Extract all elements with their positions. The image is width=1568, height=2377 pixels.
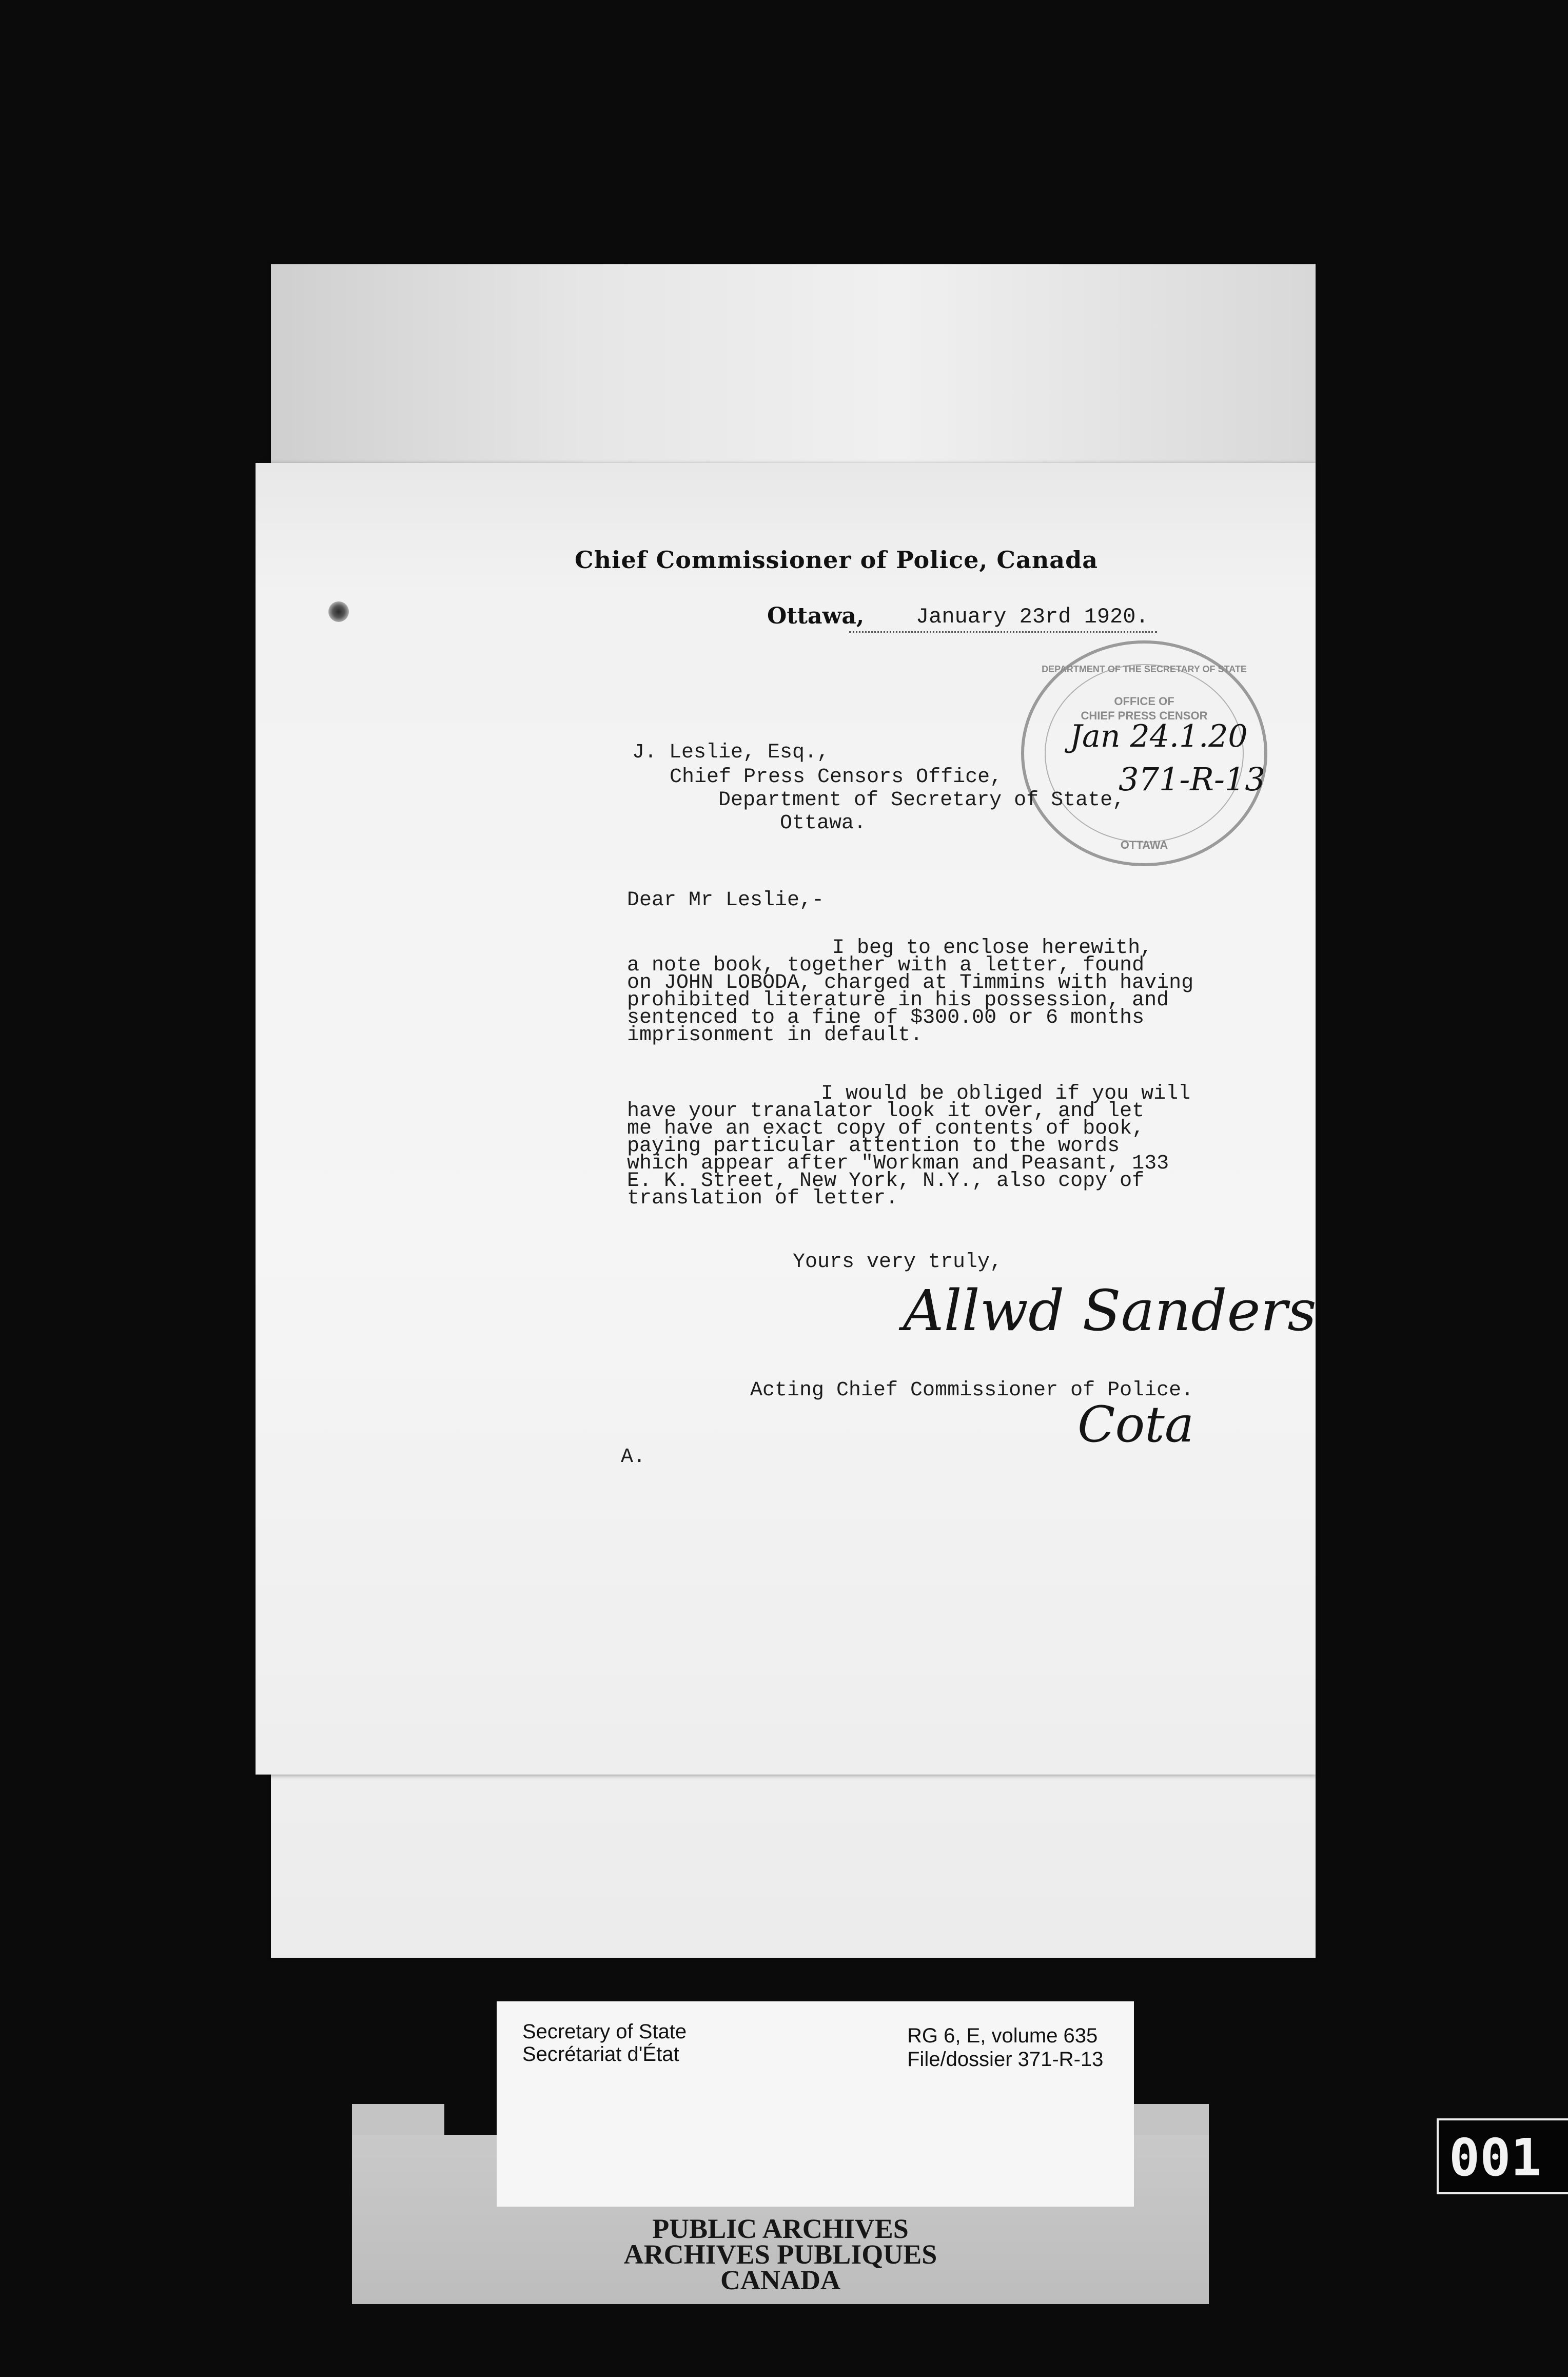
paragraph2-line: translation of letter. [627,1187,898,1210]
recipient-name: J. Leslie, Esq., [632,741,830,764]
label-volume: RG 6, E, volume 635 [907,2024,1098,2047]
folder-top-strip [271,264,1316,464]
letter-date: January 23rd 1920. [916,605,1149,629]
archive-label-card [497,2001,1134,2207]
paragraph2-line: have your tranalator look it over, and let [627,1100,1145,1123]
archive-country: CANADA [720,2265,840,2295]
paragraph1-line: a note book, together with a letter, found [627,954,1145,977]
closing: Yours very truly, [793,1251,1003,1274]
handwritten-file-number: 371-R-13 [1119,761,1265,798]
frame-counter-digits: 001 [1449,2128,1542,2188]
paragraph1-line: I beg to enclose herewith, [832,937,1153,960]
paragraph1-line: imprisonment in default. [627,1024,923,1047]
stamp-press-censor: CHIEF PRESS CENSOR [1081,709,1208,722]
paragraph1-line: sentenced to a fine of $300.00 or 6 months [627,1006,1145,1029]
recipient-office: Chief Press Censors Office, [670,766,1003,789]
archive-name-fr: ARCHIVES PUBLIQUES [623,2239,937,2270]
letter-city: Ottawa, [767,603,865,629]
paragraph1-line: on JOHN LOBODA, charged at Timmins with having [627,971,1194,995]
label-file-number: File/dossier 371-R-13 [907,2048,1104,2071]
archive-name-en: PUBLIC ARCHIVES [652,2213,909,2244]
stamp-bottom-text: OTTAWA [1120,839,1168,851]
handwritten-received-date: Jan 24.1.20 [1070,718,1248,754]
paragraph2-line: I would be obliged if you will [821,1082,1191,1105]
stamp-ring-text: DEPARTMENT OF THE SECRETARY OF STATE [1042,664,1247,674]
signature-title: Acting Chief Commissioner of Police. [750,1379,1194,1402]
punch-hole [328,601,349,622]
handwritten-signature: Allwd Sanders [903,1278,1317,1343]
date-dotted-line [849,631,1157,633]
letterhead: Chief Commissioner of Police, Canada [575,546,1099,574]
label-department-en: Secretary of State [522,2020,687,2043]
paragraph2-line: which appear after "Workman and Peasant, 133 [627,1152,1169,1175]
frame-counter [1437,2118,1568,2194]
paragraph2-line: E. K. Street, New York, N.Y., also copy of [627,1170,1145,1193]
recipient-city: Ottawa. [780,812,867,835]
stamp-office-of: OFFICE OF [1114,695,1174,708]
salutation: Dear Mr Leslie,- [627,889,825,912]
paragraph1-line: prohibited literature in his possession, and [627,989,1169,1012]
paragraph2-line: me have an exact copy of contents of book, [627,1117,1145,1140]
label-department-fr: Secrétariat d'État [522,2043,679,2066]
recipient-department: Department of Secretary of State, [718,789,1125,812]
typist-initial: A. [621,1446,646,1469]
paragraph2-line: paying particular attention to the words [627,1135,1120,1158]
handwritten-initials: Cota [1077,1396,1194,1453]
